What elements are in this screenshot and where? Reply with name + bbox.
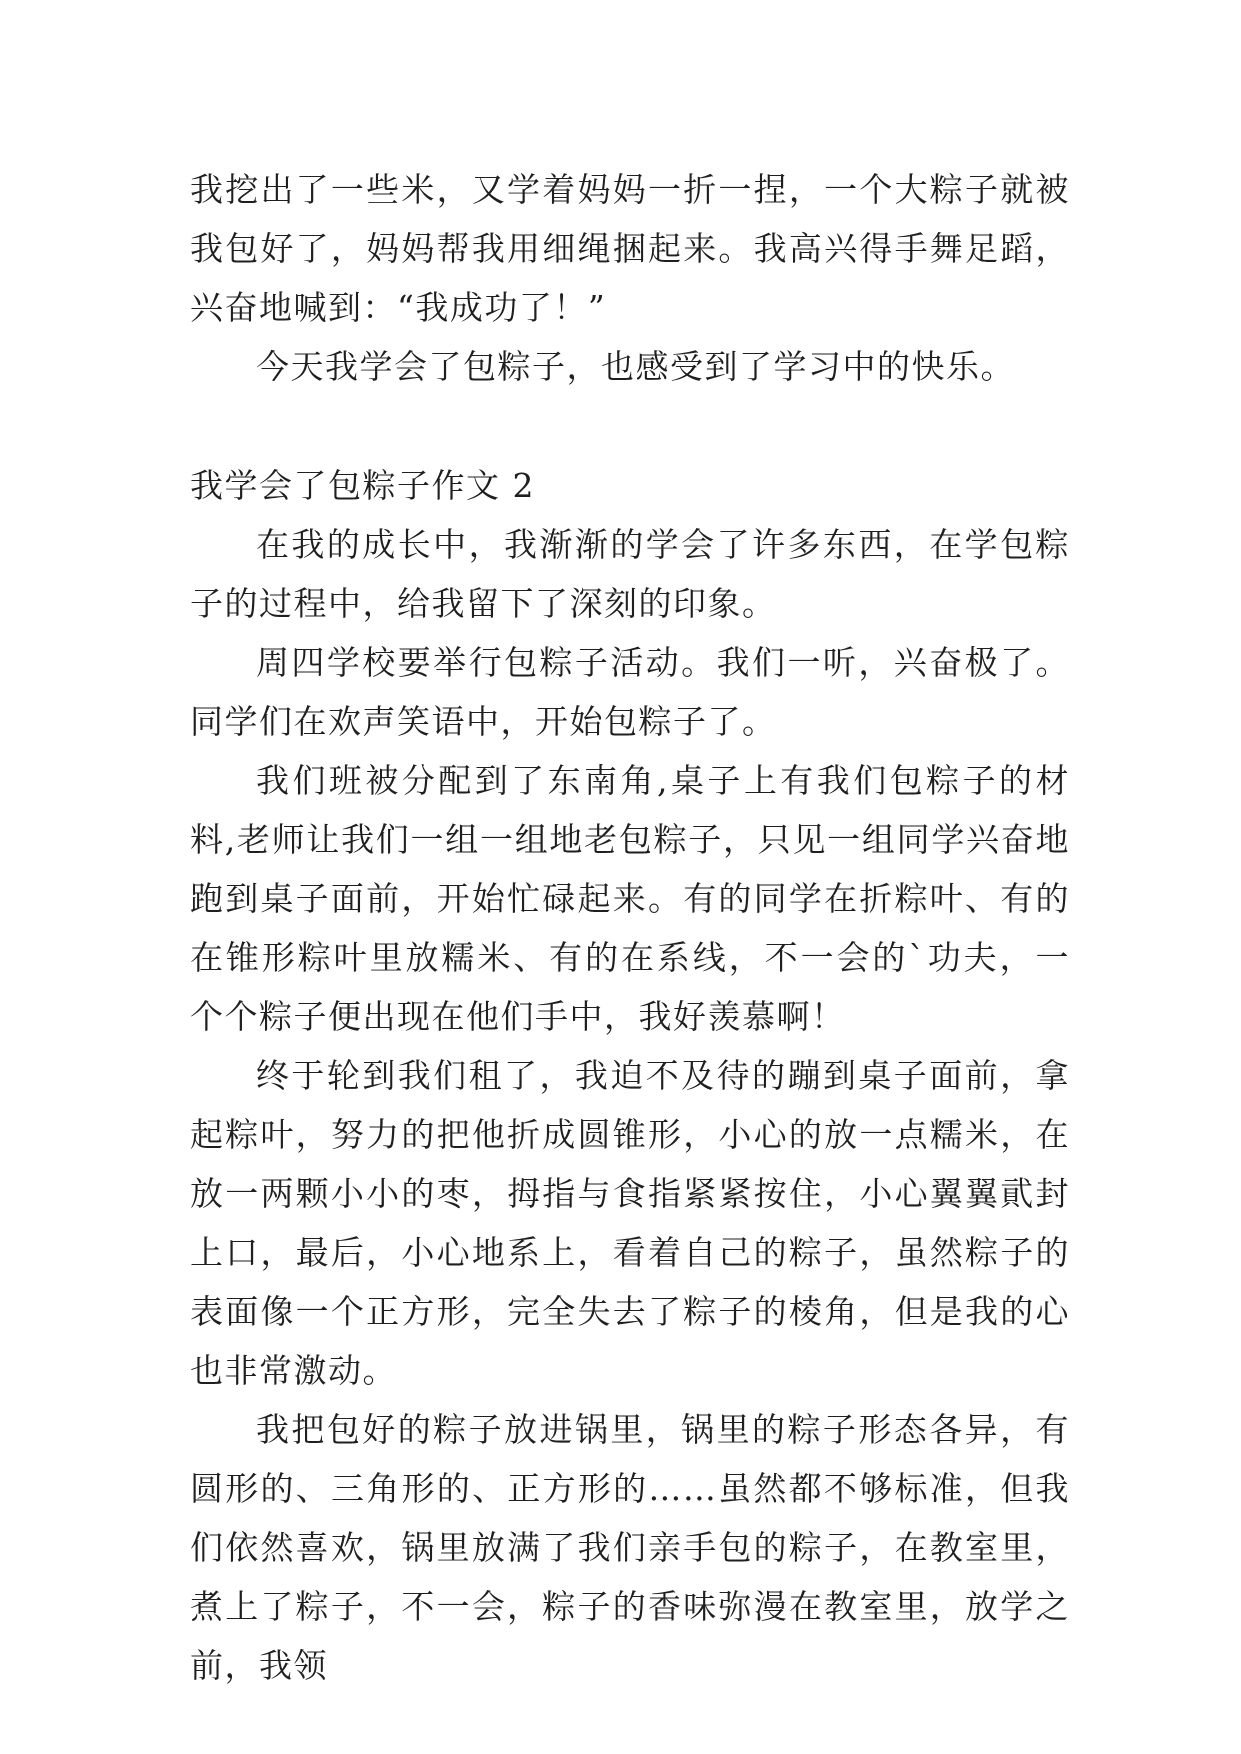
paragraph-materials: 我们班被分配到了东南角,桌子上有我们包粽子的材料,老师让我们一组一组地老包粽子，只见一组同学兴奋地跑到桌子面前，开始忙碌起来。有的同学在折粽叶、有的在锥形粽叶里放糯米、有的在系线，不一会的`功夫，一个个粽子便出现在他们手中，我好羡慕啊！ (190, 761, 1070, 1036)
document-body (190, 160, 1070, 1695)
paragraph-activity: 周四学校要举行包粽子活动。我们一听，兴奋极了。同学们在欢声笑语中，开始包粽子了。 (190, 643, 1070, 741)
paragraph-intro: 在我的成长中，我渐渐的学会了许多东西，在学包粽子的过程中，给我留下了深刻的印象。 (190, 525, 1070, 623)
paragraph-continuation: 我挖出了一些米，又学着妈妈一折一捏，一个大粽子就被我包好了，妈妈帮我用细绳捆起来。我高兴得手舞足蹈，兴奋地喊到：“我成功了！” (190, 170, 1070, 327)
essay-title: 我学会了包粽子作文 2 (190, 466, 535, 505)
paragraph-my-turn: 终于轮到我们租了，我迫不及待的蹦到桌子面前，拿起粽叶，努力的把他折成圆锥形，小心的放一点糯米，在放一两颗小小的枣，拇指与食指紧紧按住，小心翼翼貮封上口，最后，小心地系上，看着自己的粽子，虽然粽子的表面像一个正方形，完全失去了粽子的棱角，但是我的心也非常激动。 (190, 1056, 1070, 1390)
paragraph-cooking: 我把包好的粽子放进锅里，锅里的粽子形态各异，有圆形的、三角形的、正方形的……虽然都不够标准，但我们依然喜欢，锅里放满了我们亲手包的粽子，在教室里，煮上了粽子，不一会，粽子的香味弥漫在教室里，放学之前，我领 (190, 1410, 1070, 1685)
paragraph-conclusion: 今天我学会了包粽子，也感受到了学习中的快乐。 (256, 347, 1015, 386)
